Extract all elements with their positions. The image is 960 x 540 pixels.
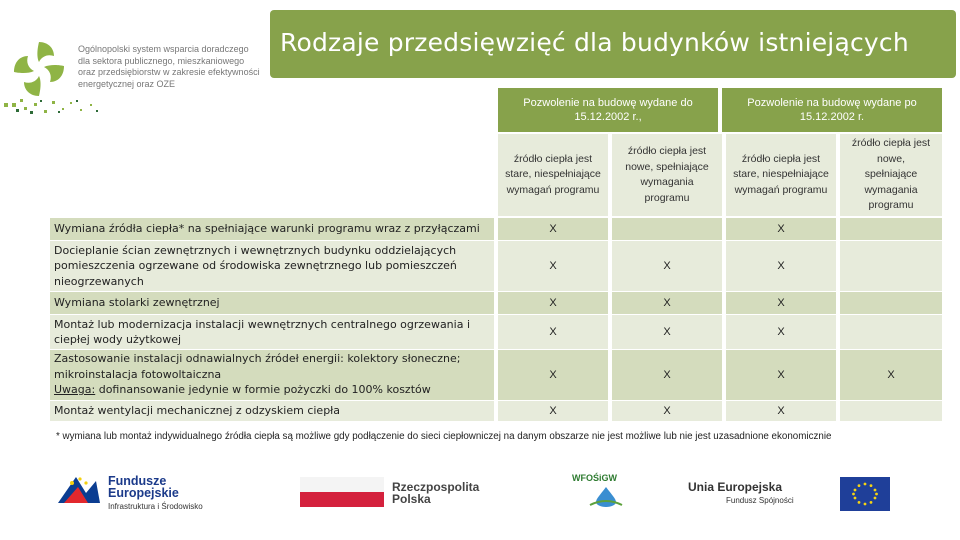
table-row-label: Docieplanie ścian zewnętrznych i wewnętrznych budynku oddzielających pomieszczenia ogrzewane od środowiska zewnętrznego lub pomieszczeń nieogrzewanych	[54, 243, 457, 288]
title-bar	[270, 10, 956, 78]
dotted-decoration	[4, 98, 104, 116]
subheader-old-source-1	[498, 134, 608, 216]
table-cell: X	[549, 326, 557, 338]
wfos-drop-icon	[586, 485, 626, 507]
subheader-label: źródło ciepła jest stare, niespełniające wymagań programu	[733, 152, 829, 196]
eu-funds-line: Europejskie	[108, 486, 179, 500]
table-cell: X	[663, 260, 671, 272]
table-cell: X	[663, 297, 671, 309]
table-cell	[840, 292, 942, 314]
eu-flag-icon	[840, 477, 890, 511]
subheader-label: źródło ciepła jest stare, niespełniające wymagań programu	[505, 152, 601, 196]
table-cell: X	[777, 297, 785, 309]
table-cell: X	[663, 369, 671, 381]
subheader-new-source-2	[840, 134, 942, 216]
wfos-logo	[572, 473, 617, 483]
table-cell: X	[549, 223, 557, 235]
org-line: dla sektora publicznego, mieszkaniowego	[78, 55, 245, 66]
eu-funds-line: Fundusze	[108, 474, 167, 488]
poland-text	[392, 481, 479, 505]
footnote: * wymiana lub montaż indywidualnego źródła ciepła są możliwe gdy podłączenie do sieci ciepłowniczej na danym obszarze nie jest możliwe lub nie jest uzasadnione ekonomicznie	[56, 431, 832, 442]
poland-flag-icon	[300, 477, 384, 507]
org-line: energetycznej oraz OZE	[78, 78, 176, 89]
note-prefix: Uwaga:	[54, 383, 96, 396]
table-cell: X	[777, 369, 785, 381]
group-header-before-2002	[498, 88, 718, 132]
table-cell: X	[777, 326, 785, 338]
table-row-label: Wymiana źródła ciepła* na spełniające warunki programu wraz z przyłączami	[54, 222, 480, 236]
organization-name	[78, 44, 268, 90]
table-cell	[612, 218, 722, 240]
eu-funds-logo-icon	[56, 473, 102, 509]
table-cell: X	[663, 405, 671, 417]
table-cell: X	[663, 326, 671, 338]
green-leaf-logo-icon	[8, 38, 70, 100]
eu-funds-text	[108, 475, 203, 513]
eu-text	[688, 481, 794, 507]
group-header-label: Pozwolenie na budowę wydane do 15.12.2002 r.,	[523, 97, 693, 123]
table-cell: X	[887, 369, 895, 381]
table-row-label: Wymiana stolarki zewnętrznej	[54, 296, 220, 310]
table-cell	[840, 218, 942, 240]
table-cell: X	[549, 369, 557, 381]
row-label-text: Zastosowanie instalacji odnawialnych źródeł energii: kolektory słoneczne; mikroinstalacja fotowoltaiczna	[54, 352, 461, 381]
poland-line: Rzeczpospolita	[392, 480, 480, 494]
subheader-label: źródło ciepła jest nowe, spełniające wymagania programu	[851, 137, 931, 212]
org-line: oraz przedsiębiorstw w zakresie efektywności	[78, 67, 260, 78]
table-cell: X	[549, 405, 557, 417]
org-line: Ogólnopolski system wsparcia doradczego	[78, 44, 249, 54]
group-header-label: Pozwolenie na budowę wydane po 15.12.2002 r.	[747, 97, 917, 123]
table-cell: X	[777, 405, 785, 417]
footer-logos	[0, 455, 960, 540]
table-cell: X	[777, 223, 785, 235]
table-cell	[840, 241, 942, 291]
table-cell	[840, 315, 942, 349]
table-cell: X	[549, 297, 557, 309]
eu-line: Unia Europejska	[688, 480, 783, 494]
table-row-label	[54, 350, 494, 401]
table-cell	[840, 401, 942, 421]
note-text: dofinansowanie jedynie w formie pożyczki do 100% kosztów	[95, 383, 431, 396]
subheader-old-source-2	[726, 134, 836, 216]
poland-line: Polska	[392, 492, 431, 506]
eu-subline: Fundusz Spójności	[726, 496, 794, 505]
table-cell: X	[777, 260, 785, 272]
table-cell: X	[549, 260, 557, 272]
eu-funds-subline: Infrastruktura i Środowisko	[108, 502, 203, 511]
group-header-after-2002	[722, 88, 942, 132]
subheader-label: źródło ciepła jest nowe, spełniające wymagania programu	[625, 145, 709, 204]
table-row-label: Montaż wentylacji mechanicznej z odzyskiem ciepła	[54, 404, 341, 418]
page-title: Rodzaje przedsięwzięć dla budynków istniejących	[280, 28, 909, 57]
table-row-label: Montaż lub modernizacja instalacji wewnętrznych centralnego ogrzewania i ciepłej wody użytkowej	[54, 317, 471, 346]
wfos-text: WFOŚiGW	[572, 473, 617, 483]
subheader-new-source-1	[612, 134, 722, 216]
